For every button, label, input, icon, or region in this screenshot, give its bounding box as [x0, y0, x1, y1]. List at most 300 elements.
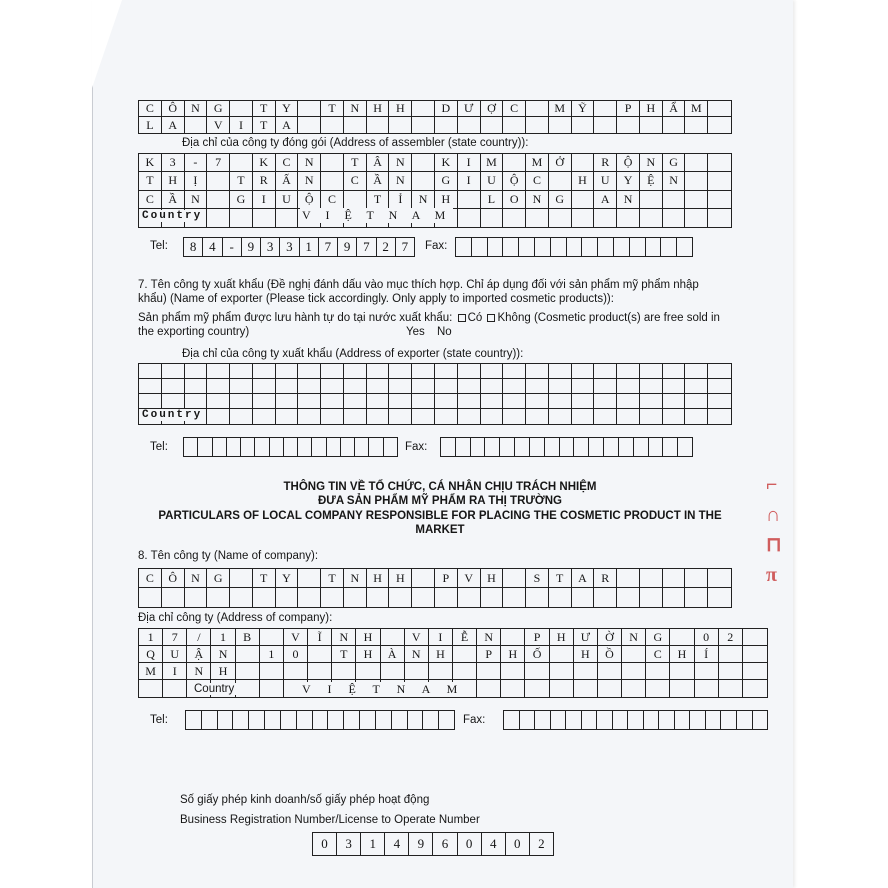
digit-box[interactable] — [218, 711, 234, 729]
grid-cell[interactable]: N — [526, 191, 549, 209]
digit-box[interactable]: 0 — [313, 833, 337, 855]
grid-cell[interactable] — [276, 588, 299, 607]
digit-box[interactable] — [678, 438, 692, 456]
grid-cell[interactable] — [367, 394, 390, 409]
digit-box[interactable] — [535, 238, 551, 256]
grid-cell[interactable]: V — [207, 117, 230, 133]
grid-cell[interactable]: Ô — [162, 101, 185, 117]
grid-cell[interactable] — [617, 379, 640, 394]
grid-cell[interactable] — [685, 364, 708, 379]
digit-box[interactable] — [630, 238, 646, 256]
grid-cell[interactable] — [685, 154, 708, 172]
grid-cell[interactable]: P — [525, 629, 549, 646]
grid-cell[interactable] — [389, 379, 412, 394]
grid-cell[interactable]: C — [139, 191, 162, 209]
grid-cell[interactable] — [458, 379, 481, 394]
digit-box[interactable] — [504, 711, 520, 729]
grid-cell[interactable] — [230, 569, 253, 588]
grid-cell[interactable] — [344, 364, 367, 379]
digit-box[interactable] — [663, 438, 678, 456]
digit-box[interactable] — [376, 711, 392, 729]
grid-cell[interactable]: À — [381, 646, 405, 663]
grid-cell[interactable] — [298, 569, 321, 588]
grid-cell[interactable]: P — [477, 646, 501, 663]
grid-cell[interactable] — [526, 209, 549, 227]
grid-cell[interactable] — [646, 680, 670, 697]
grid-cell[interactable] — [367, 379, 390, 394]
digit-box[interactable] — [566, 711, 582, 729]
grid-cell[interactable]: N — [640, 154, 663, 172]
grid-cell[interactable] — [550, 663, 574, 680]
grid-cell[interactable]: N — [298, 154, 321, 172]
grid-cell[interactable] — [230, 379, 253, 394]
digit-box[interactable] — [675, 711, 691, 729]
digit-box[interactable] — [360, 711, 376, 729]
grid-cell[interactable] — [594, 588, 617, 607]
grid-cell[interactable] — [708, 209, 731, 227]
digit-box[interactable] — [270, 438, 284, 456]
grid-cell[interactable] — [260, 629, 284, 646]
grid-cell[interactable] — [321, 588, 344, 607]
grid-cell[interactable]: Ồ — [598, 646, 622, 663]
grid-cell[interactable]: I — [163, 663, 187, 680]
grid-cell[interactable]: G — [435, 172, 458, 190]
grid-cell[interactable]: H — [429, 646, 453, 663]
grid-cell[interactable] — [207, 588, 230, 607]
grid-cell[interactable] — [549, 364, 572, 379]
grid-cell[interactable]: Ỉ — [389, 191, 412, 209]
grid-cell[interactable] — [458, 117, 481, 133]
yes-checkbox[interactable] — [458, 314, 466, 322]
grid-cell[interactable]: 7 — [207, 154, 230, 172]
digit-box[interactable] — [560, 438, 575, 456]
grid-cell[interactable]: G — [230, 191, 253, 209]
grid-cell[interactable]: N — [389, 154, 412, 172]
grid-cell[interactable]: U — [163, 646, 187, 663]
grid-cell[interactable] — [412, 154, 435, 172]
grid-cell[interactable] — [526, 364, 549, 379]
grid-cell[interactable]: R — [594, 569, 617, 588]
digit-box[interactable] — [202, 711, 218, 729]
grid-cell[interactable]: Ô — [162, 569, 185, 588]
grid-cell[interactable]: C — [526, 172, 549, 190]
grid-cell[interactable] — [708, 117, 731, 133]
grid-cell[interactable]: Ệ — [640, 172, 663, 190]
grid-cell[interactable] — [276, 394, 299, 409]
grid-cell[interactable] — [594, 364, 617, 379]
grid-cell[interactable] — [253, 588, 276, 607]
grid-cell[interactable] — [549, 588, 572, 607]
grid-cell[interactable] — [526, 409, 549, 424]
grid-cell[interactable] — [389, 409, 412, 424]
digit-box[interactable]: 2 — [377, 238, 396, 256]
grid-cell[interactable]: Ở — [549, 154, 572, 172]
grid-cell[interactable] — [260, 663, 284, 680]
digit-box[interactable] — [515, 438, 530, 456]
grid-cell[interactable] — [572, 588, 595, 607]
grid-cell[interactable]: T — [367, 191, 390, 209]
digit-box[interactable] — [384, 438, 397, 456]
grid-cell[interactable] — [550, 646, 574, 663]
digit-box[interactable]: 9 — [409, 833, 433, 855]
grid-cell[interactable] — [640, 569, 663, 588]
grid-cell[interactable]: G — [549, 191, 572, 209]
grid-cell[interactable] — [685, 379, 708, 394]
digit-box[interactable] — [456, 438, 471, 456]
digit-box[interactable] — [471, 438, 486, 456]
grid-cell[interactable] — [298, 409, 321, 424]
grid-cell[interactable] — [670, 680, 694, 697]
digit-box[interactable] — [646, 238, 662, 256]
digit-box[interactable] — [604, 438, 619, 456]
grid-cell[interactable] — [230, 409, 253, 424]
grid-cell[interactable] — [230, 154, 253, 172]
grid-cell[interactable] — [708, 409, 731, 424]
grid-cell[interactable]: T — [253, 101, 276, 117]
digit-box[interactable]: 7 — [357, 238, 376, 256]
grid-cell[interactable] — [503, 569, 526, 588]
grid-cell[interactable] — [572, 394, 595, 409]
digit-box[interactable] — [545, 438, 560, 456]
grid-cell[interactable] — [139, 379, 162, 394]
grid-cell[interactable]: B — [236, 629, 260, 646]
grid-cell[interactable] — [481, 588, 504, 607]
grid-cell[interactable]: Ỹ — [572, 101, 595, 117]
digit-box[interactable] — [634, 438, 649, 456]
grid-cell[interactable]: I — [253, 191, 276, 209]
digit-box[interactable]: 9 — [242, 238, 261, 256]
grid-cell[interactable] — [185, 364, 208, 379]
grid-cell[interactable]: I — [458, 172, 481, 190]
grid-cell[interactable] — [381, 663, 405, 680]
grid-cell[interactable]: / — [187, 629, 211, 646]
digit-box[interactable] — [313, 711, 329, 729]
grid-cell[interactable]: N — [405, 646, 429, 663]
grid-cell[interactable]: H — [367, 569, 390, 588]
grid-cell[interactable] — [453, 663, 477, 680]
grid-cell[interactable] — [389, 588, 412, 607]
grid-cell[interactable]: Ầ — [367, 172, 390, 190]
grid-cell[interactable] — [663, 191, 686, 209]
grid-cell[interactable] — [481, 394, 504, 409]
grid-cell[interactable]: Y — [617, 172, 640, 190]
grid-cell[interactable] — [594, 209, 617, 227]
digit-box[interactable] — [582, 238, 598, 256]
grid-cell[interactable] — [594, 409, 617, 424]
grid-cell[interactable] — [663, 394, 686, 409]
grid-cell[interactable]: T — [321, 569, 344, 588]
grid-cell[interactable]: H — [367, 101, 390, 117]
grid-cell[interactable] — [503, 409, 526, 424]
grid-cell[interactable] — [594, 117, 617, 133]
digit-box[interactable] — [312, 438, 326, 456]
grid-cell[interactable] — [617, 394, 640, 409]
grid-cell[interactable]: K — [435, 154, 458, 172]
grid-cell[interactable] — [526, 394, 549, 409]
grid-cell[interactable] — [503, 117, 526, 133]
grid-cell[interactable] — [185, 379, 208, 394]
grid-cell[interactable]: N — [389, 172, 412, 190]
grid-cell[interactable]: T — [139, 172, 162, 190]
grid-cell[interactable]: Ẩ — [663, 101, 686, 117]
grid-cell[interactable] — [412, 394, 435, 409]
grid-cell[interactable] — [719, 680, 743, 697]
grid-cell[interactable] — [503, 364, 526, 379]
digit-box[interactable]: 4 — [203, 238, 222, 256]
grid-cell[interactable] — [412, 117, 435, 133]
grid-cell[interactable] — [549, 379, 572, 394]
grid-cell[interactable] — [708, 379, 731, 394]
grid-cell[interactable] — [458, 394, 481, 409]
digit-box[interactable] — [753, 711, 768, 729]
grid-cell[interactable] — [381, 629, 405, 646]
digit-box[interactable] — [519, 238, 535, 256]
grid-cell[interactable] — [685, 117, 708, 133]
grid-cell[interactable] — [526, 101, 549, 117]
grid-cell[interactable] — [598, 680, 622, 697]
digit-box[interactable] — [661, 238, 677, 256]
grid-cell[interactable]: N — [344, 101, 367, 117]
grid-cell[interactable] — [501, 629, 525, 646]
digit-box[interactable] — [737, 711, 753, 729]
digit-box[interactable] — [355, 438, 369, 456]
grid-cell[interactable]: T — [344, 154, 367, 172]
grid-cell[interactable] — [503, 588, 526, 607]
grid-cell[interactable]: U — [594, 172, 617, 190]
grid-cell[interactable] — [458, 191, 481, 209]
grid-cell[interactable] — [685, 569, 708, 588]
grid-cell[interactable] — [207, 364, 230, 379]
digit-box[interactable] — [241, 438, 255, 456]
grid-cell[interactable]: G — [207, 101, 230, 117]
digit-box[interactable] — [530, 438, 545, 456]
grid-cell[interactable] — [412, 379, 435, 394]
grid-cell[interactable] — [298, 364, 321, 379]
digit-box[interactable]: 2 — [538, 836, 545, 851]
grid-cell[interactable] — [162, 364, 185, 379]
grid-cell[interactable] — [230, 588, 253, 607]
digit-box[interactable] — [198, 438, 212, 456]
grid-cell[interactable]: G — [646, 629, 670, 646]
grid-cell[interactable]: T — [321, 101, 344, 117]
grid-cell[interactable] — [321, 364, 344, 379]
grid-cell[interactable]: N — [298, 172, 321, 190]
grid-cell[interactable] — [708, 569, 731, 588]
grid-cell[interactable] — [670, 629, 694, 646]
grid-cell[interactable]: K — [253, 154, 276, 172]
digit-box[interactable]: 0 — [458, 833, 482, 855]
grid-cell[interactable]: H — [550, 629, 574, 646]
grid-cell[interactable] — [719, 646, 743, 663]
digit-box[interactable] — [582, 711, 598, 729]
grid-cell[interactable] — [743, 629, 767, 646]
grid-cell[interactable]: Ầ — [162, 191, 185, 209]
grid-cell[interactable]: H — [572, 172, 595, 190]
digit-box[interactable]: 8 — [184, 238, 203, 256]
grid-cell[interactable] — [139, 588, 162, 607]
grid-cell[interactable]: N — [617, 191, 640, 209]
grid-cell[interactable]: L — [481, 191, 504, 209]
grid-cell[interactable] — [663, 569, 686, 588]
digit-box[interactable] — [227, 438, 241, 456]
grid-cell[interactable] — [458, 364, 481, 379]
grid-cell[interactable]: Ố — [525, 646, 549, 663]
grid-cell[interactable] — [572, 379, 595, 394]
digit-box[interactable] — [503, 238, 519, 256]
digit-box[interactable] — [423, 711, 439, 729]
grid-cell[interactable]: N — [211, 646, 235, 663]
grid-cell[interactable]: - — [185, 154, 208, 172]
grid-cell[interactable]: C — [139, 101, 162, 117]
grid-cell[interactable] — [207, 409, 230, 424]
grid-cell[interactable] — [574, 663, 598, 680]
grid-cell[interactable] — [640, 191, 663, 209]
grid-cell[interactable] — [321, 117, 344, 133]
digit-box[interactable] — [281, 711, 297, 729]
grid-cell[interactable]: P — [435, 569, 458, 588]
grid-cell[interactable] — [332, 663, 356, 680]
grid-cell[interactable]: H — [356, 646, 380, 663]
grid-cell[interactable] — [572, 117, 595, 133]
digit-box[interactable] — [500, 438, 515, 456]
grid-cell[interactable]: R — [594, 154, 617, 172]
grid-cell[interactable] — [572, 191, 595, 209]
grid-cell[interactable] — [572, 409, 595, 424]
grid-cell[interactable] — [298, 101, 321, 117]
grid-cell[interactable] — [162, 588, 185, 607]
digit-box[interactable] — [327, 438, 341, 456]
grid-cell[interactable] — [503, 394, 526, 409]
digit-box[interactable] — [456, 238, 472, 256]
digit-box[interactable] — [439, 711, 454, 729]
grid-cell[interactable] — [344, 409, 367, 424]
grid-cell[interactable] — [663, 209, 686, 227]
digit-box[interactable] — [328, 711, 344, 729]
grid-cell[interactable]: T — [253, 569, 276, 588]
digit-box[interactable] — [186, 711, 202, 729]
grid-cell[interactable] — [236, 663, 260, 680]
grid-cell[interactable] — [276, 409, 299, 424]
grid-cell[interactable]: T — [549, 569, 572, 588]
grid-cell[interactable] — [321, 394, 344, 409]
grid-cell[interactable] — [308, 663, 332, 680]
grid-cell[interactable]: H — [670, 646, 694, 663]
grid-cell[interactable] — [708, 364, 731, 379]
grid-cell[interactable] — [550, 680, 574, 697]
grid-cell[interactable]: 3 — [162, 154, 185, 172]
grid-cell[interactable]: Ễ — [453, 629, 477, 646]
grid-cell[interactable] — [617, 409, 640, 424]
grid-cell[interactable] — [435, 409, 458, 424]
grid-cell[interactable] — [207, 394, 230, 409]
grid-cell[interactable]: H — [481, 569, 504, 588]
grid-cell[interactable]: 0 — [695, 629, 719, 646]
grid-cell[interactable] — [435, 379, 458, 394]
grid-cell[interactable] — [481, 117, 504, 133]
grid-cell[interactable] — [230, 209, 253, 227]
grid-cell[interactable]: Í — [695, 646, 719, 663]
grid-cell[interactable] — [412, 172, 435, 190]
grid-cell[interactable] — [276, 209, 299, 227]
grid-cell[interactable] — [344, 191, 367, 209]
digit-box[interactable]: 3 — [261, 238, 280, 256]
grid-cell[interactable]: H — [389, 569, 412, 588]
grid-cell[interactable] — [663, 379, 686, 394]
grid-cell[interactable]: N — [412, 191, 435, 209]
grid-cell[interactable] — [622, 680, 646, 697]
grid-cell[interactable] — [501, 663, 525, 680]
grid-cell[interactable]: H — [356, 629, 380, 646]
grid-cell[interactable] — [640, 409, 663, 424]
digit-box[interactable] — [574, 438, 589, 456]
grid-cell[interactable] — [276, 379, 299, 394]
grid-cell[interactable]: C — [503, 101, 526, 117]
digit-box[interactable] — [298, 438, 312, 456]
grid-cell[interactable]: C — [646, 646, 670, 663]
digit-box[interactable]: 1 — [300, 238, 319, 256]
grid-cell[interactable] — [640, 117, 663, 133]
grid-cell[interactable] — [253, 394, 276, 409]
digit-box[interactable]: 7 — [319, 238, 338, 256]
grid-cell[interactable] — [367, 117, 390, 133]
grid-cell[interactable]: 1 — [260, 646, 284, 663]
grid-cell[interactable] — [503, 209, 526, 227]
digit-box[interactable] — [344, 711, 360, 729]
grid-cell[interactable] — [549, 172, 572, 190]
grid-cell[interactable] — [367, 588, 390, 607]
grid-cell[interactable]: I — [458, 154, 481, 172]
grid-cell[interactable] — [695, 663, 719, 680]
grid-cell[interactable] — [670, 663, 694, 680]
grid-cell[interactable] — [617, 117, 640, 133]
grid-cell[interactable]: Ộ — [617, 154, 640, 172]
digit-box[interactable] — [706, 711, 722, 729]
grid-cell[interactable]: V — [405, 629, 429, 646]
grid-cell[interactable]: H — [162, 172, 185, 190]
grid-cell[interactable] — [276, 364, 299, 379]
grid-cell[interactable] — [298, 394, 321, 409]
grid-cell[interactable]: N — [185, 191, 208, 209]
digit-box[interactable] — [408, 711, 424, 729]
grid-cell[interactable]: T — [230, 172, 253, 190]
grid-cell[interactable] — [230, 364, 253, 379]
grid-cell[interactable] — [367, 409, 390, 424]
grid-cell[interactable]: N — [185, 569, 208, 588]
grid-cell[interactable]: N — [187, 663, 211, 680]
grid-cell[interactable] — [435, 588, 458, 607]
digit-box[interactable] — [614, 238, 630, 256]
digit-box[interactable] — [369, 438, 383, 456]
grid-cell[interactable] — [685, 209, 708, 227]
grid-cell[interactable] — [549, 409, 572, 424]
digit-box[interactable] — [249, 711, 265, 729]
grid-cell[interactable]: A — [162, 117, 185, 133]
grid-cell[interactable]: M — [139, 663, 163, 680]
grid-cell[interactable] — [230, 101, 253, 117]
grid-cell[interactable] — [481, 209, 504, 227]
grid-cell[interactable]: Ư — [574, 629, 598, 646]
grid-cell[interactable] — [594, 394, 617, 409]
grid-cell[interactable] — [458, 409, 481, 424]
grid-cell[interactable] — [663, 364, 686, 379]
grid-cell[interactable]: A — [572, 569, 595, 588]
grid-cell[interactable]: A — [594, 191, 617, 209]
grid-cell[interactable]: Ợ — [481, 101, 504, 117]
grid-cell[interactable]: U — [276, 191, 299, 209]
digit-box[interactable] — [392, 711, 408, 729]
grid-cell[interactable] — [367, 364, 390, 379]
digit-box[interactable] — [628, 711, 644, 729]
